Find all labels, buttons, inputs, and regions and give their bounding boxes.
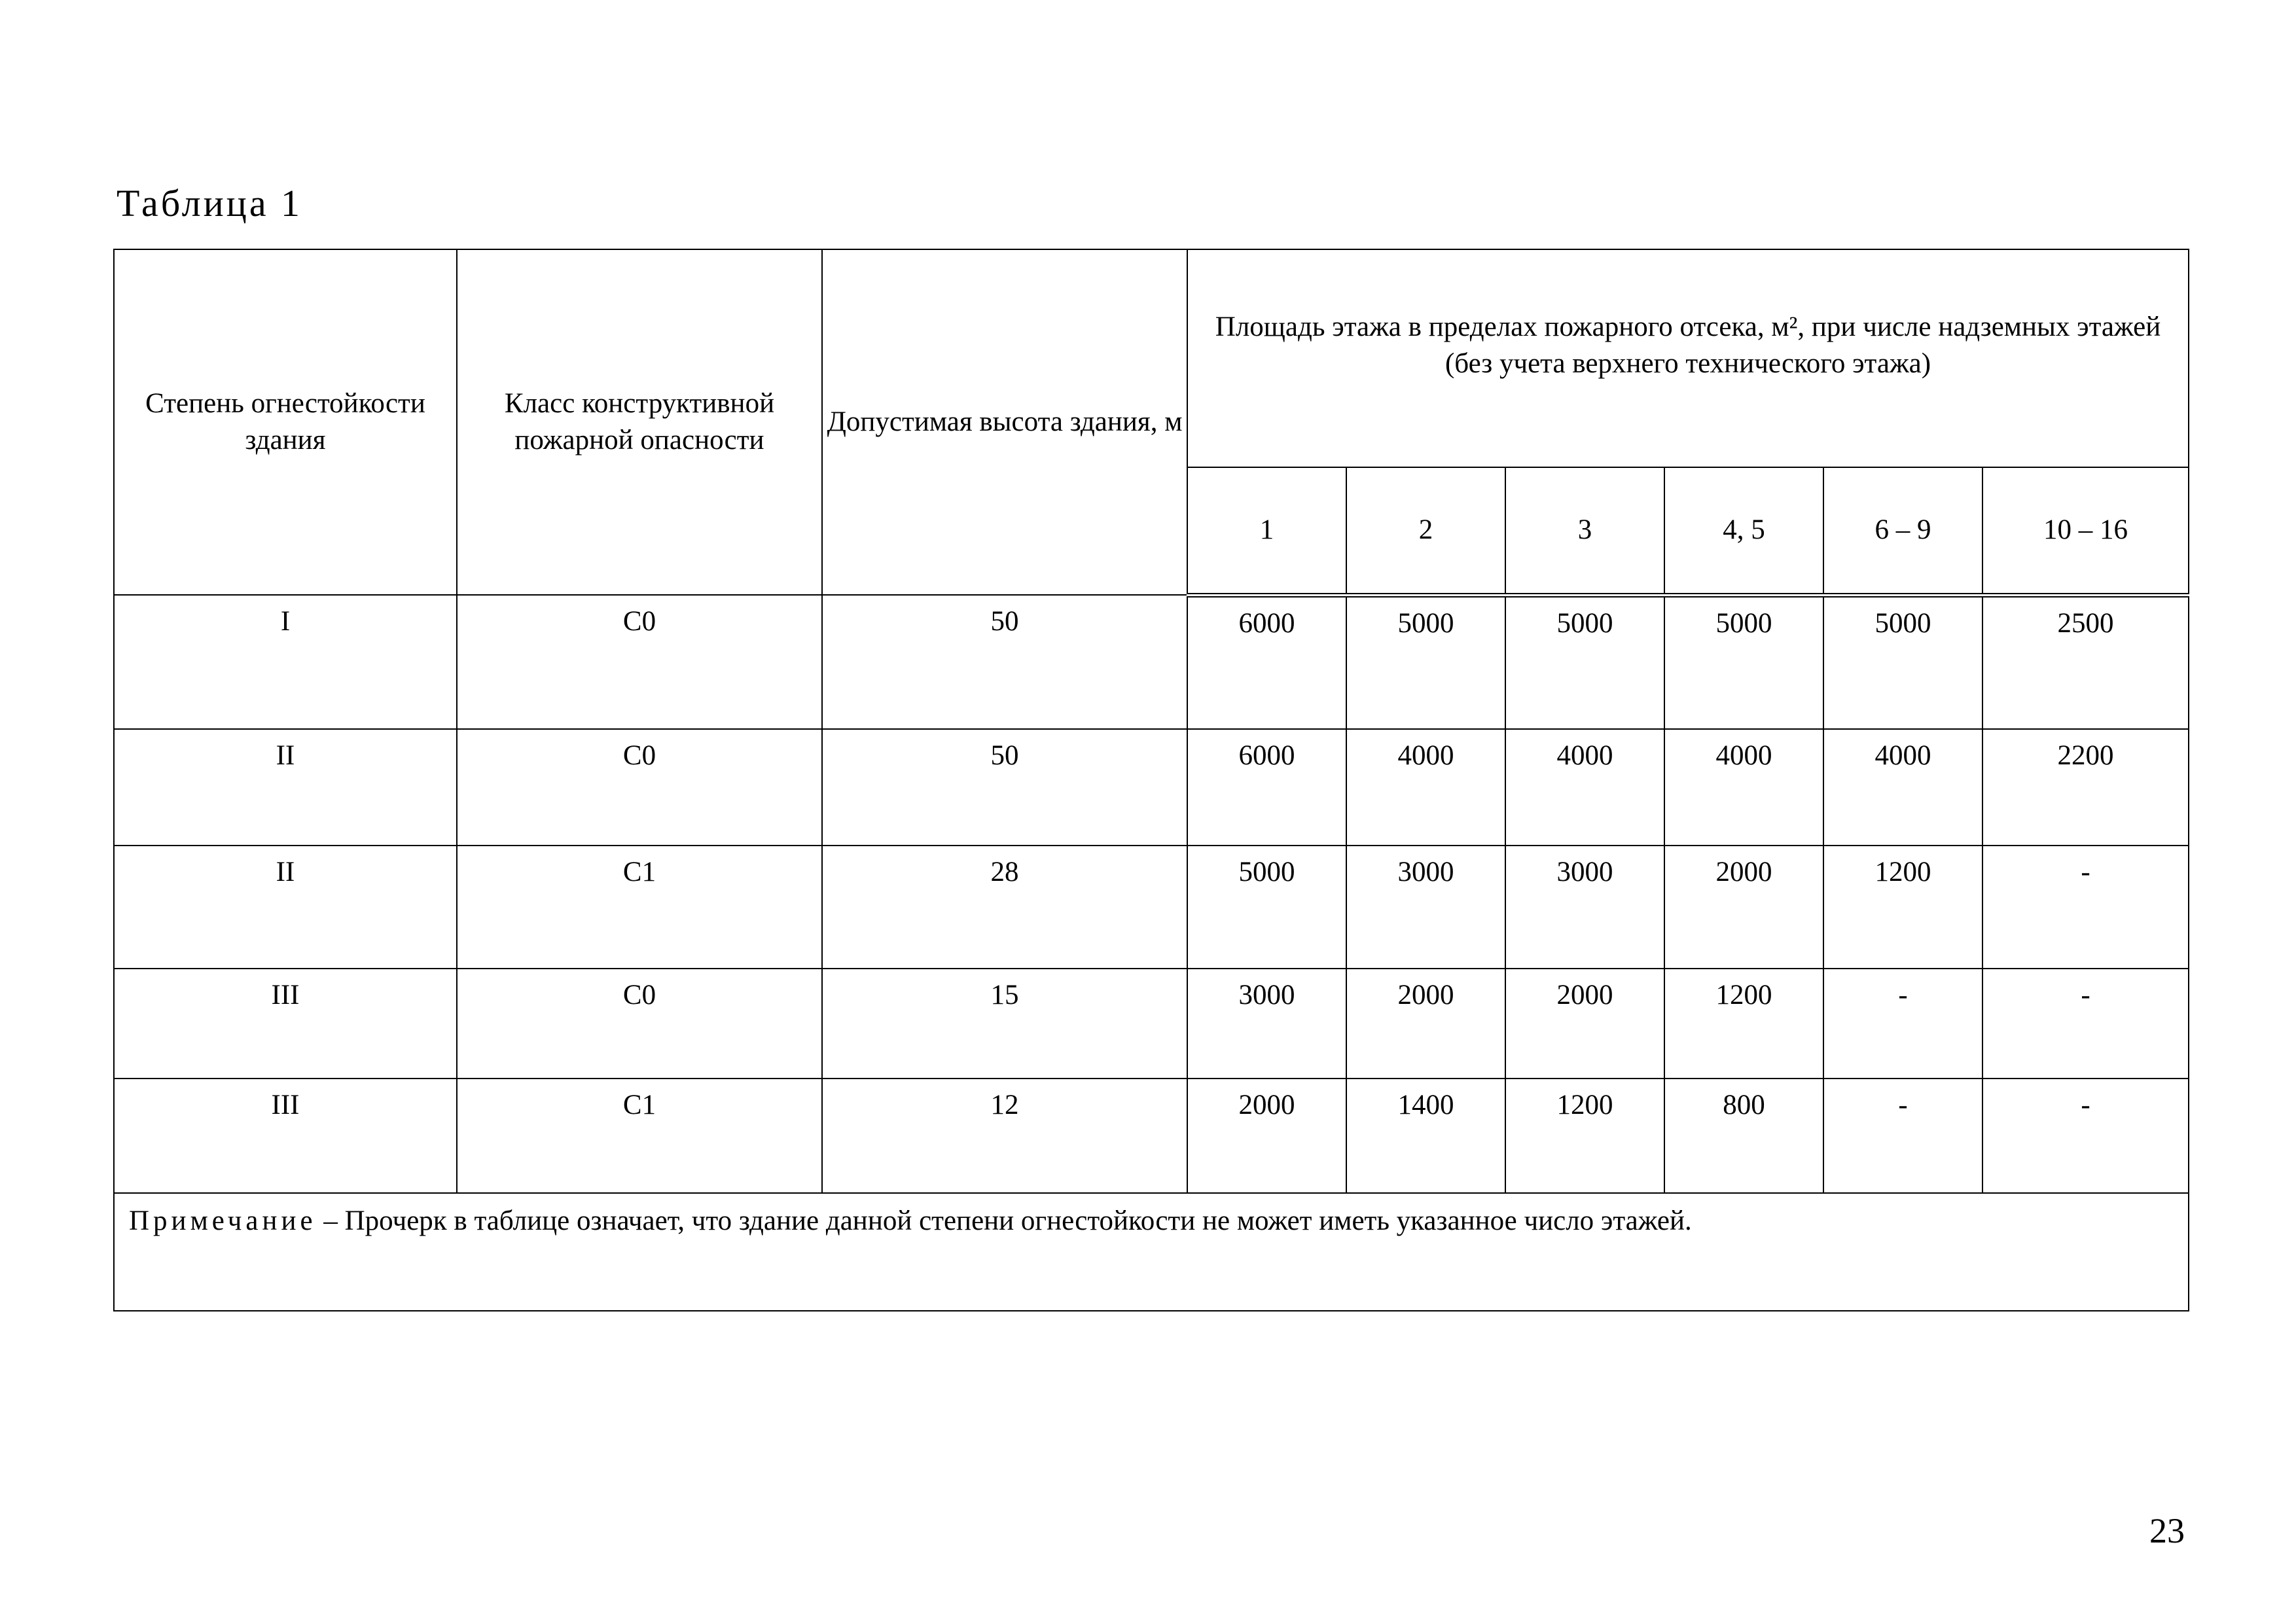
cell-area: 3000	[1346, 846, 1505, 969]
cell-height: 50	[822, 729, 1187, 846]
header-floors-10-16: 10 – 16	[1982, 467, 2189, 595]
cell-area: 4000	[1823, 729, 1982, 846]
cell-height: 15	[822, 969, 1187, 1079]
table-row	[114, 1079, 2189, 1193]
table-note	[114, 1193, 2189, 1311]
page-number: 23	[2149, 1511, 2185, 1550]
cell-area: -	[1982, 969, 2189, 1079]
table-caption: Таблица 1	[117, 182, 303, 224]
cell-degree: III	[114, 1079, 457, 1193]
cell-class: C1	[457, 1079, 822, 1193]
cell-area: 2000	[1505, 969, 1664, 1079]
cell-area: 2000	[1187, 1079, 1346, 1193]
table-row	[114, 729, 2189, 846]
cell-area: 2000	[1664, 846, 1823, 969]
cell-area: 6000	[1187, 595, 1346, 729]
header-floor-area-group: Площадь этажа в пределах пожарного отсека, м², при числе надземных этажей (без учета верхнего технического этажа)	[1187, 249, 2189, 467]
cell-height: 28	[822, 846, 1187, 969]
cell-area: -	[1982, 1079, 2189, 1193]
cell-area: 1200	[1823, 846, 1982, 969]
cell-area: 5000	[1823, 595, 1982, 729]
cell-area: 2500	[1982, 595, 2189, 729]
cell-area: 5000	[1505, 595, 1664, 729]
cell-area: 3000	[1505, 846, 1664, 969]
cell-area: 1200	[1664, 969, 1823, 1079]
header-construction-class: Класс конструктивной пожарной опасности	[457, 249, 822, 595]
cell-area: 4000	[1505, 729, 1664, 846]
header-allowed-height: Допустимая высота здания, м	[822, 249, 1187, 595]
table-row	[114, 595, 2189, 729]
cell-area: 5000	[1664, 595, 1823, 729]
cell-degree: II	[114, 846, 457, 969]
table-row	[114, 846, 2189, 969]
cell-area: -	[1982, 846, 2189, 969]
cell-area: 1400	[1346, 1079, 1505, 1193]
cell-degree: II	[114, 729, 457, 846]
cell-area: 4000	[1664, 729, 1823, 846]
header-floors-4-5: 4, 5	[1664, 467, 1823, 595]
cell-area: 2000	[1346, 969, 1505, 1079]
cell-area: -	[1823, 969, 1982, 1079]
cell-class: C0	[457, 729, 822, 846]
header-fire-resistance: Степень огнестойкости здания	[114, 249, 457, 595]
cell-area: 2200	[1982, 729, 2189, 846]
cell-area: 1200	[1505, 1079, 1664, 1193]
cell-area: 5000	[1187, 846, 1346, 969]
cell-height: 50	[822, 595, 1187, 729]
cell-area: 800	[1664, 1079, 1823, 1193]
cell-height: 12	[822, 1079, 1187, 1193]
cell-area: 5000	[1346, 595, 1505, 729]
table-note-row	[114, 1193, 2189, 1311]
cell-class: C1	[457, 846, 822, 969]
header-floors-6-9: 6 – 9	[1823, 467, 1982, 595]
note-text: – Прочерк в таблице означает, что здание данной степени огнестойкости не может иметь указанное число этажей.	[316, 1205, 1692, 1236]
cell-area: 4000	[1346, 729, 1505, 846]
fire-compartment-table	[113, 249, 2189, 1311]
header-floors-2: 2	[1346, 467, 1505, 595]
cell-class: C0	[457, 969, 822, 1079]
cell-degree: I	[114, 595, 457, 729]
cell-area: -	[1823, 1079, 1982, 1193]
cell-area: 3000	[1187, 969, 1346, 1079]
cell-degree: III	[114, 969, 457, 1079]
cell-area: 6000	[1187, 729, 1346, 846]
table-row	[114, 969, 2189, 1079]
cell-class: C0	[457, 595, 822, 729]
header-floors-3: 3	[1505, 467, 1664, 595]
header-floors-1: 1	[1187, 467, 1346, 595]
note-label: Примечание	[129, 1205, 317, 1236]
